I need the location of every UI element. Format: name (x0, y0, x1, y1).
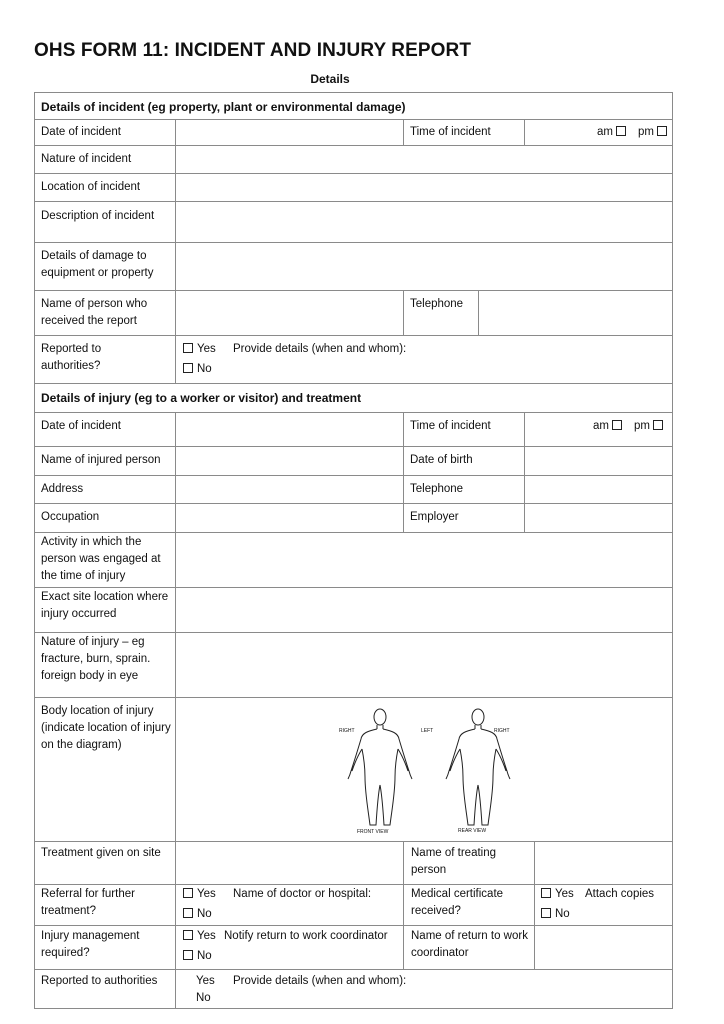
pm-checkbox[interactable] (657, 126, 667, 136)
referral-yes[interactable] (183, 886, 216, 903)
management-yes-checkbox[interactable] (183, 930, 193, 940)
occupation-field[interactable] (177, 505, 402, 531)
am-checkbox[interactable] (612, 420, 622, 430)
no-label: No (197, 363, 212, 375)
am-checkbox[interactable] (616, 126, 626, 136)
diagram-front-view-label: FRONT VIEW (357, 829, 389, 835)
employer-label: Employer (410, 511, 459, 523)
injury-telephone-label: Telephone (410, 483, 464, 495)
rtw-coordinator-field[interactable] (536, 927, 671, 968)
am-label: am (593, 420, 609, 432)
pm-label: pm (638, 126, 654, 138)
yes-label: Yes (197, 930, 216, 942)
incident-provide-details-label: Provide details (when and whom): (233, 343, 407, 355)
referral-no-checkbox[interactable] (183, 908, 193, 918)
body-location-label: Body location of injury (indicate location of injury on the diagram) (41, 705, 171, 751)
doctor-label: Name of doctor or hospital: (233, 888, 372, 900)
certificate-no-checkbox[interactable] (541, 908, 551, 918)
reported-no-checkbox[interactable] (183, 363, 193, 373)
incident-reported-yes[interactable] (183, 341, 216, 358)
attach-copies-label: Attach copies (585, 888, 655, 900)
incident-reported-label: Reported to authorities? (41, 343, 102, 372)
certificate-no[interactable] (541, 906, 570, 923)
pm-label: pm (634, 420, 650, 432)
incident-description-label: Description of incident (41, 210, 155, 222)
injury-date-label: Date of incident (41, 420, 121, 432)
body-diagram[interactable] (335, 703, 525, 838)
treatment-label: Treatment given on site (41, 847, 161, 859)
referral-yes-checkbox[interactable] (183, 888, 193, 898)
reported-yes[interactable]: Yes (196, 975, 215, 987)
incident-location-field[interactable] (177, 175, 671, 200)
yes-label: Yes (555, 888, 574, 900)
form-subtitle: Details (310, 72, 350, 86)
incident-date-field[interactable] (177, 121, 402, 144)
activity-label: Activity in which the person was engaged at the time of injury (41, 536, 161, 582)
injury-section-heading: Details of injury (eg to a worker or visitor) and treatment (41, 391, 362, 405)
occupation-label: Occupation (41, 511, 100, 523)
incident-section-heading: Details of incident (eg property, plant or environmental damage) (41, 100, 406, 114)
incident-telephone-label: Telephone (410, 298, 464, 310)
treating-person-label: Name of treating person (411, 847, 497, 876)
certificate-label: Medical certificate received? (411, 888, 504, 917)
certificate-yes[interactable] (541, 886, 574, 903)
injury-nature-label: Nature of injury – eg fracture, burn, sprain. foreign body in eye (41, 636, 151, 682)
incident-am-option[interactable] (597, 124, 630, 141)
incident-person-label: Name of person who received the report (41, 298, 148, 327)
form-title: OHS FORM 11: INCIDENT AND INJURY REPORT (34, 40, 472, 61)
incident-reported-no[interactable] (183, 361, 212, 378)
incident-date-label: Date of incident (41, 126, 121, 138)
rtw-coordinator-label: Name of return to work coordinator (411, 930, 528, 959)
injury-am-option[interactable] (593, 418, 626, 435)
certificate-yes-checkbox[interactable] (541, 888, 551, 898)
management-no[interactable] (183, 948, 212, 965)
referral-no[interactable] (183, 906, 212, 923)
dob-label: Date of birth (410, 454, 473, 466)
no-label: No (197, 950, 212, 962)
management-yes[interactable] (183, 928, 216, 945)
referral-label: Referral for further treatment? (41, 888, 135, 917)
reported-no[interactable]: No (196, 992, 211, 1004)
incident-nature-label: Nature of incident (41, 153, 132, 165)
activity-field[interactable] (177, 534, 671, 586)
incident-person-field[interactable] (177, 292, 402, 334)
no-label: No (555, 908, 570, 920)
diagram-right-label: RIGHT (339, 728, 355, 734)
reported-yes-checkbox[interactable] (183, 343, 193, 353)
incident-time-label: Time of incident (410, 126, 491, 138)
site-location-field[interactable] (177, 589, 671, 631)
diagram-left-label: LEFT (421, 728, 434, 734)
diagram-right-label-rear: RIGHT (494, 728, 510, 734)
incident-location-label: Location of incident (41, 181, 141, 193)
pm-checkbox[interactable] (653, 420, 663, 430)
address-label: Address (41, 483, 84, 495)
management-no-checkbox[interactable] (183, 950, 193, 960)
treatment-field[interactable] (177, 843, 402, 883)
front-view-figure (340, 705, 420, 830)
employer-field[interactable] (526, 505, 671, 531)
reported-provide-details-label: Provide details (when and whom): (233, 975, 407, 987)
incident-pm-option[interactable] (638, 124, 671, 141)
treating-person-field[interactable] (536, 843, 671, 883)
notify-label: Notify return to work coordinator (224, 930, 388, 942)
incident-telephone-field[interactable] (480, 292, 671, 334)
incident-nature-field[interactable] (177, 147, 671, 172)
injury-pm-option[interactable] (634, 418, 667, 435)
am-label: am (597, 126, 613, 138)
incident-damage-field[interactable] (177, 244, 671, 289)
dob-field[interactable] (526, 448, 671, 474)
address-field[interactable] (177, 477, 402, 502)
diagram-rear-view-label: REAR VIEW (458, 828, 487, 834)
no-label: No (197, 908, 212, 920)
injury-time-label: Time of incident (410, 420, 491, 432)
incident-damage-label: Details of damage to equipment or property (41, 250, 154, 279)
rear-view-figure (438, 705, 518, 830)
management-label: Injury management required? (41, 930, 140, 959)
injured-person-field[interactable] (177, 448, 402, 474)
reported-authorities-label: Reported to authorities (41, 975, 158, 987)
injury-telephone-field[interactable] (526, 477, 671, 502)
injured-person-label: Name of injured person (41, 454, 161, 466)
yes-label: Yes (197, 343, 216, 355)
site-location-label: Exact site location where injury occurred (41, 591, 169, 620)
injury-nature-field[interactable] (177, 634, 671, 696)
yes-label: Yes (197, 888, 216, 900)
injury-date-field[interactable] (177, 414, 402, 445)
incident-description-field[interactable] (177, 203, 671, 241)
